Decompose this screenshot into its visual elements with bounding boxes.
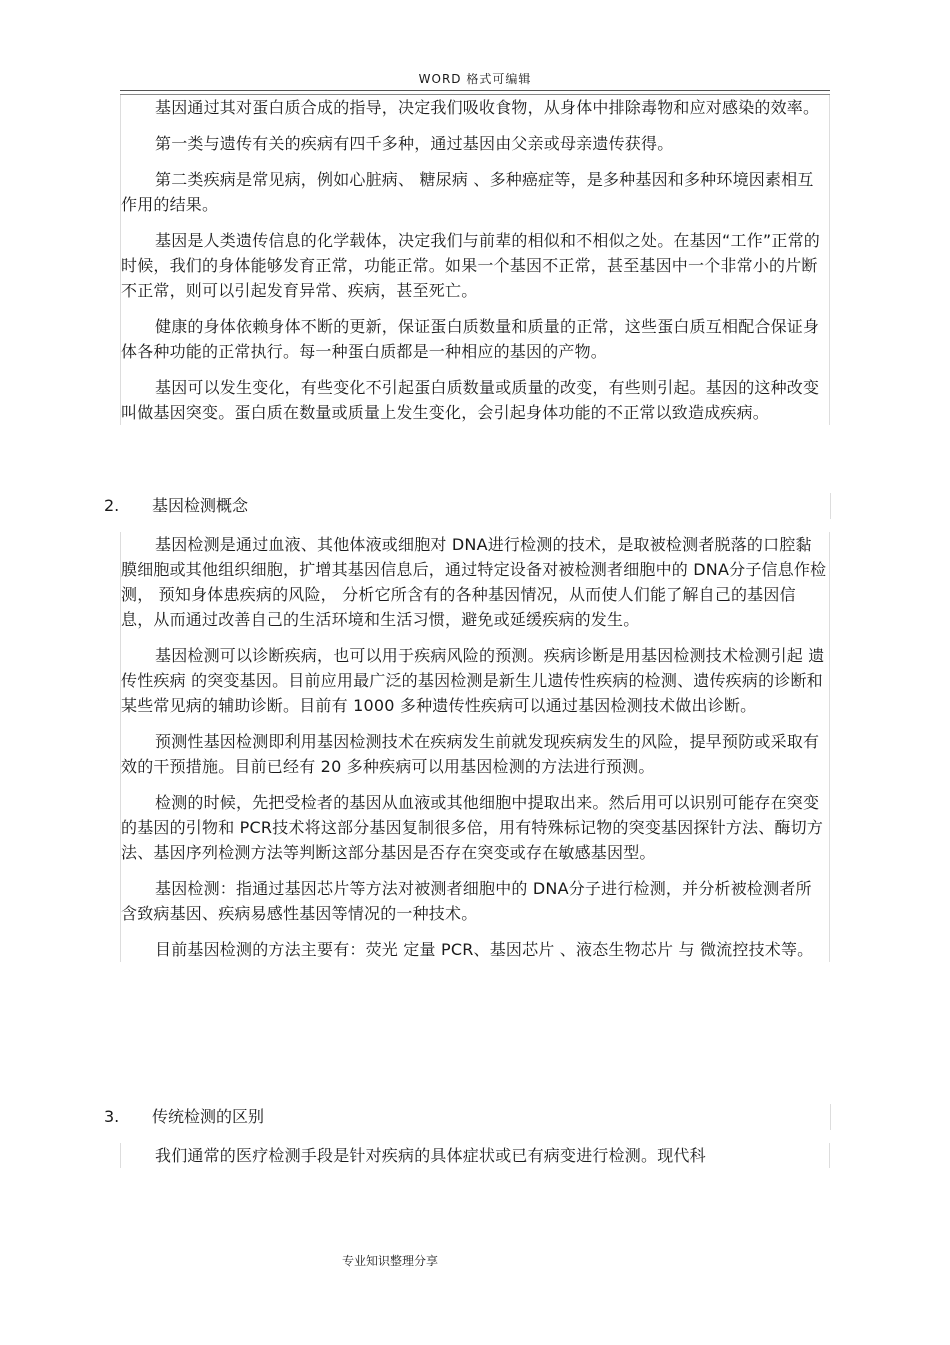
header-rule	[120, 90, 830, 91]
paragraph: 基因检测：指通过基因芯片等方法对被测者细胞中的 DNA分子进行检测，并分析被检测者所含致病基因、疾病易感性基因等情况的一种技术。	[121, 879, 812, 923]
paragraph: 第二类疾病是常见病，例如心脏病、 糖尿病 、多种癌症等，是多种基因和多种环境因素相互作用的结果。	[121, 170, 814, 214]
paragraph: 健康的身体依赖身体不断的更新，保证蛋白质数量和质量的正常，这些蛋白质互相配合保证身体各种功能的正常执行。每一种蛋白质都是一种相应的基因的产物。	[121, 317, 820, 361]
section-heading-3	[80, 1104, 831, 1130]
paragraph: 我们通常的医疗检测手段是针对疾病的具体症状或已有病变进行检测。现代科	[155, 1146, 706, 1165]
section-title: 传统检测的区别	[152, 1107, 265, 1126]
paragraph: 检测的时候，先把受检者的基因从血液或其他细胞中提取出来。然后用可以识别可能存在突变的基因的引物和 PCR技术将这部分基因复制很多倍，用有特殊标记物的突变基因探针方法、酶切方法、基因序列检测方法等判断这部分基因是否存在突变或存在敏感基因型。	[121, 793, 824, 862]
text-block-3	[120, 1143, 830, 1168]
section-heading-2	[80, 493, 831, 519]
paragraph: 目前基因检测的方法主要有：荧光 定量 PCR、基因芯片 、液态生物芯片 与 微流控技术等。	[155, 940, 814, 959]
text-block-1	[120, 95, 830, 425]
page-header: WORD 格式可编辑	[418, 72, 532, 86]
paragraph: 基因检测是通过血液、其他体液或细胞对 DNA进行检测的技术，是取被检测者脱落的口腔黏膜细胞或其他组织细胞，扩增其基因信息后，通过特定设备对被检测者细胞中的 DNA分子信息作检测， 预知身体患疾病的风险， 分析它所含有的各种基因情况，从而使人们能了解自己的基因信息，从而通过改善自己的生活环境和生活习惯，避免或延缓疾病的发生。	[121, 535, 827, 629]
paragraph: 第一类与遗传有关的疾病有四千多种，通过基因由父亲或母亲遗传获得。	[155, 134, 674, 153]
paragraph: 基因检测可以诊断疾病，也可以用于疾病风险的预测。疾病诊断是用基因检测技术检测引起 遗传性疾病 的突变基因。目前应用最广泛的基因检测是新生儿遗传性疾病的检测、遗传疾病的诊断和某些常见病的辅助诊断。目前有 1000 多种遗传性疾病可以通过基因检测技术做出诊断。	[121, 646, 825, 715]
paragraph: 预测性基因检测即利用基因检测技术在疾病发生前就发现疾病发生的风险，提早预防或采取有效的干预措施。目前已经有 20 多种疾病可以用基因检测的方法进行预测。	[121, 732, 820, 776]
text-block-2	[120, 532, 830, 962]
page-footer: 专业知识整理分享	[341, 1254, 438, 1268]
paragraph: 基因通过其对蛋白质合成的指导，决定我们吸收食物，从身体中排除毒物和应对感染的效率。	[155, 98, 820, 117]
paragraph: 基因可以发生变化，有些变化不引起蛋白质数量或质量的改变，有些则引起。基因的这种改变叫做基因突变。蛋白质在数量或质量上发生变化，会引起身体功能的不正常以致造成疾病。	[121, 378, 820, 422]
section-number: 3.	[104, 1107, 120, 1126]
section-title: 基因检测概念	[152, 496, 249, 515]
section-number: 2.	[104, 496, 120, 515]
paragraph: 基因是人类遗传信息的化学载体，决定我们与前辈的相似和不相似之处。在基因“工作”正常的时候，我们的身体能够发育正常，功能正常。如果一个基因不正常，甚至基因中一个非常小的片断不正常，则可以引起发育异常、疾病，甚至死亡。	[121, 231, 820, 300]
